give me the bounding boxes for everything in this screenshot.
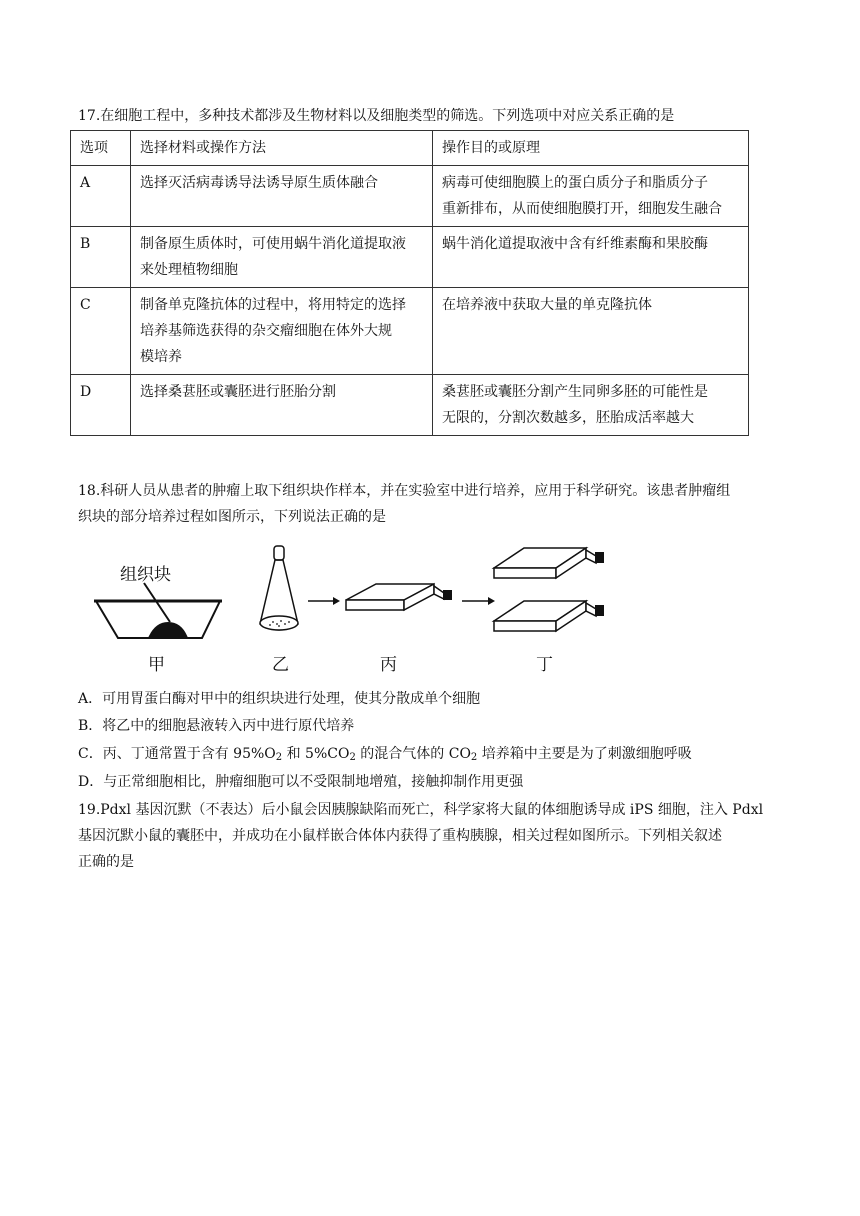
label-bing: 丙	[380, 655, 397, 675]
bottle-bing	[346, 584, 452, 610]
table-row	[71, 375, 749, 436]
row-option: D	[71, 375, 131, 436]
q18-option-b: B．将乙中的细胞悬液转入丙中进行原代培养	[78, 718, 355, 734]
cell-line: 病毒可使细胞膜上的蛋白质分子和脂质分子	[442, 175, 708, 191]
cell-line: 蜗牛消化道提取液中含有纤维素酶和果胶酶	[442, 236, 708, 252]
q18-option-a: A．可用胃蛋白酶对甲中的组织块进行处理，使其分散成单个细胞	[78, 691, 481, 707]
cell-line: 桑葚胚或囊胚分割产生同卵多胚的可能性是	[442, 384, 708, 400]
q19-stem-line1: 19.Pdxl 基因沉默（不表达）后小鼠会因胰腺缺陷而死亡，科学家将大鼠的体细胞诱导成 iPS 细胞，注入 Pdxl	[78, 802, 764, 818]
option-c-text: 培养箱中主要是为了刺激细胞呼吸	[477, 746, 692, 762]
cell-line: 培养基筛选获得的杂交瘤细胞在体外大规	[140, 323, 392, 339]
row-purpose	[433, 375, 749, 436]
cell-line: 选择灭活病毒诱导法诱导原生质体融合	[140, 175, 378, 191]
row-option: A	[71, 166, 131, 227]
cell-line: 重新排布，从而使细胞膜打开，细胞发生融合	[442, 201, 722, 217]
q18-option-d: D．与正常细胞相比，肿瘤细胞可以不受限制地增殖，接触抑制作用更强	[78, 774, 524, 790]
table-row	[71, 166, 749, 227]
label-yi: 乙	[272, 655, 289, 675]
q17-table	[70, 130, 749, 436]
row-method	[131, 166, 433, 227]
q19-stem-line2: 基因沉默小鼠的囊胚中，并成功在小鼠样嵌合体体内获得了重构胰腺，相关过程如图所示。下列相关叙述	[78, 828, 722, 844]
q17-stem: 17.在细胞工程中，多种技术都涉及生物材料以及细胞类型的筛选。下列选项中对应关系正确的是	[78, 108, 675, 124]
option-c-text: 的混合气体的 CO	[355, 746, 471, 762]
row-option: B	[71, 227, 131, 288]
header-purpose: 操作目的或原理	[433, 131, 749, 166]
subscript: 2	[349, 752, 356, 763]
row-method	[131, 375, 433, 436]
q19-stem-line3: 正确的是	[78, 854, 134, 870]
subscript: 2	[470, 752, 478, 763]
bottle-ding-bottom	[494, 601, 604, 631]
cell-line: 在培养液中获取大量的单克隆抗体	[442, 297, 652, 313]
header-method: 选择材料或操作方法	[131, 131, 433, 166]
row-purpose	[433, 227, 749, 288]
cell-line: 来处理植物细胞	[140, 262, 238, 278]
label-ding: 丁	[536, 655, 553, 675]
table-header-row	[71, 131, 749, 166]
cell-line: 制备原生质体时，可使用蜗牛消化道提取液	[140, 236, 406, 252]
table-row	[71, 227, 749, 288]
cell-line: 模培养	[140, 349, 182, 365]
cell-line: 选择桑葚胚或囊胚进行胚胎分割	[140, 384, 336, 400]
label-jia: 甲	[148, 655, 165, 675]
tissue-block-label: 组织块	[120, 565, 171, 585]
row-purpose	[433, 288, 749, 375]
q18-option-c	[78, 744, 692, 768]
row-method	[131, 227, 433, 288]
option-c-text: C．丙、丁通常置于含有 95%O	[78, 746, 276, 762]
cell-line: 无限的，分割次数越多，胚胎成活率越大	[442, 410, 694, 426]
flask-yi	[260, 546, 298, 630]
row-method	[131, 288, 433, 375]
row-purpose	[433, 166, 749, 227]
cell-line: 制备单克隆抗体的过程中，将用特定的选择	[140, 297, 406, 313]
cell-culture-figure	[90, 538, 620, 678]
row-option: C	[71, 288, 131, 375]
q18-stem-line1: 18.科研人员从患者的肿瘤上取下组织块作样本，并在实验室中进行培养，应用于科学研究。该患者肿瘤组	[78, 483, 731, 499]
option-c-text: 和 5%CO	[282, 746, 350, 762]
q18-stem-line2: 织块的部分培养过程如图所示，下列说法正确的是	[78, 509, 386, 525]
dish-jia	[94, 565, 222, 638]
bottle-ding-top	[494, 548, 604, 578]
subscript: 2	[275, 752, 283, 763]
header-option: 选项	[71, 131, 131, 166]
table-row	[71, 288, 749, 375]
